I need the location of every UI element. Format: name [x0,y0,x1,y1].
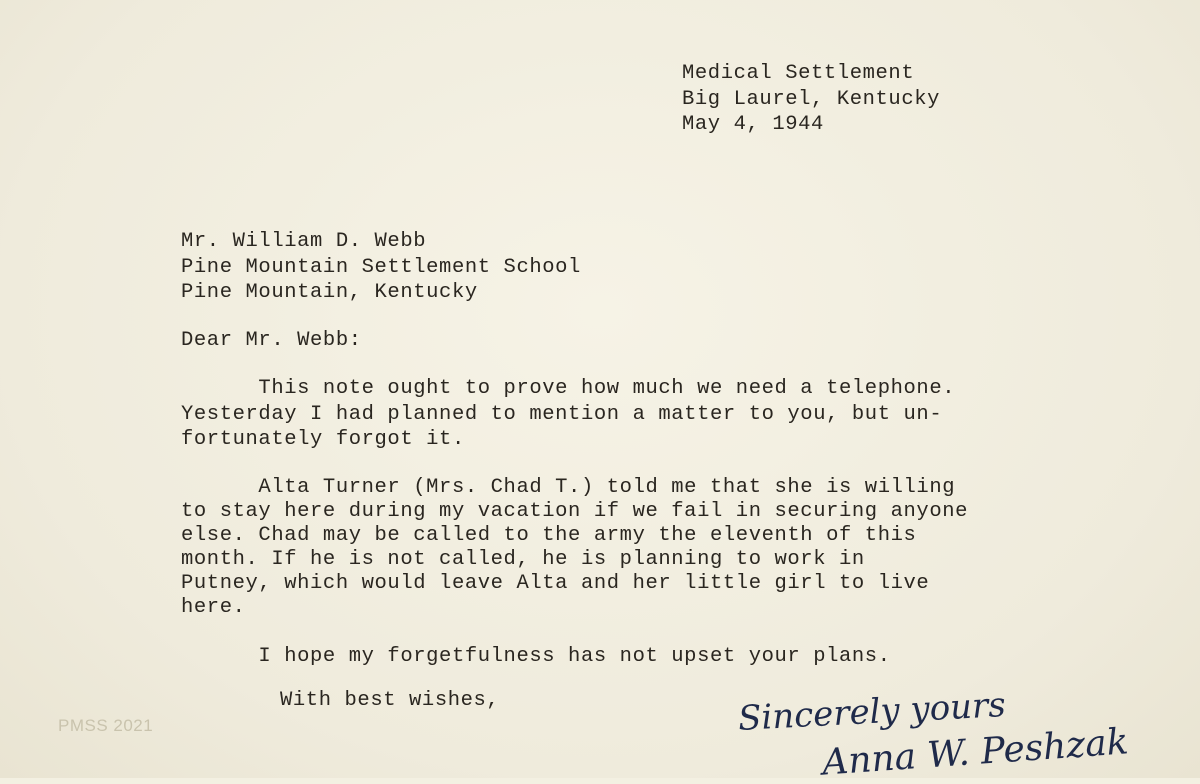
recipient-org: Pine Mountain Settlement School [181,256,581,279]
recipient-place: Pine Mountain, Kentucky [181,281,478,304]
body-line: here. [181,596,246,619]
body-line: else. Chad may be called to the army the eleventh of this [181,524,917,547]
letter-date: May 4, 1944 [682,113,824,136]
body-line: month. If he is not called, he is planning to work in [181,548,865,571]
body-line: fortunately forgot it. [181,428,465,451]
sender-line-1: Medical Settlement [682,62,915,85]
signature-name: Anna W. Peshzak [820,721,1130,784]
salutation: Dear Mr. Webb: [181,329,362,352]
signature-complimentary: Sincerely yours [737,685,1007,739]
body-line: Yesterday I had planned to mention a matter to you, but un- [181,403,943,426]
sender-line-2: Big Laurel, Kentucky [682,88,941,111]
body-line: Alta Turner (Mrs. Chad T.) told me that she is willing [181,476,956,499]
closing: With best wishes, [280,689,500,712]
body-line: Putney, which would leave Alta and her little girl to live [181,572,930,595]
body-line: This note ought to prove how much we need a telephone. [181,377,956,400]
archive-watermark: PMSS 2021 [58,716,154,735]
body-line: I hope my forgetfulness has not upset your plans. [181,645,891,668]
body-line: to stay here during my vacation if we fail in securing anyone [181,500,969,523]
recipient-name: Mr. William D. Webb [181,230,427,253]
